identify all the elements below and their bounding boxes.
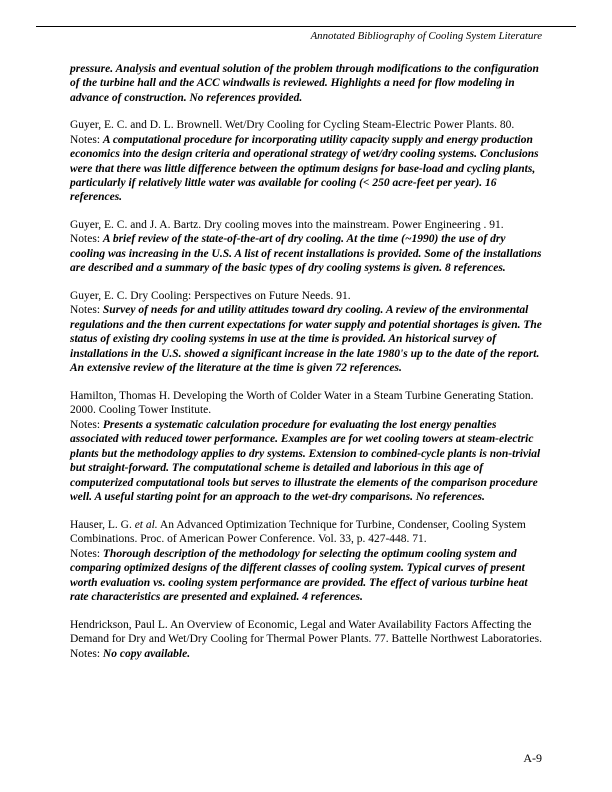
- citation: Guyer, E. C. and D. L. Brownell. Wet/Dry Cooling for Cycling Steam-Electric Power Plants. 80.: [70, 119, 515, 132]
- entry-notes: [70, 133, 542, 205]
- entry-notes: [70, 647, 542, 661]
- running-header: Annotated Bibliography of Cooling System Literature: [310, 30, 542, 42]
- citation: Hamilton, Thomas H. Developing the Worth of Colder Water in a Steam Turbine Generating Station. 2000. Cooling Tower Institute.: [70, 389, 534, 417]
- citation: Hendrickson, Paul L. An Overview of Economic, Legal and Water Availability Factors Affecting the Demand for Dry and Wet/Dry Cooling for Thermal Power Plants. 77. Battelle Northwest Laboratories.: [70, 618, 542, 646]
- bibliography-entry: [70, 289, 542, 376]
- bibliography-entry: [70, 618, 542, 661]
- citation-etal: et al.: [134, 518, 158, 531]
- entry-notes: [70, 303, 542, 375]
- bibliography-entry: [70, 518, 542, 605]
- notes-text: A brief review of the state-of-the-art of dry cooling. At the time (~1990) the use of dry cooling was increasing in the U.S. A list of recent installations is provided. Some of the installations are described and a summary of the basic types of dry cooling systems is given. 8 references.: [70, 233, 542, 275]
- citation-text: Hauser, L. G.: [70, 518, 135, 531]
- page-number: A-9: [523, 750, 542, 765]
- notes-text: A computational procedure for incorporating utility capacity supply and energy production economics into the design criteria and operational strategy of wet/dry cooling systems. Conclusions were that there was little difference between the optimum designs for base-load and cycling plants, particularly if relatively little water was available for cooling (< 250 acre-feet per year). 16 references.: [70, 133, 539, 204]
- entry-notes: [70, 418, 542, 505]
- citation: Guyer, E. C. Dry Cooling: Perspectives on Future Needs. 91.: [70, 289, 351, 302]
- header-rule: [36, 26, 576, 27]
- notes-label: Notes:: [70, 547, 103, 560]
- notes-label: Notes:: [70, 304, 103, 317]
- notes-text: Presents a systematic calculation procedure for evaluating the lost energy penalties associated with reduced tower performance. Examples are for wet cooling towers at steam-electric plants but the methodology applies to dry systems. Extension to combined-cycle plants is non-trivial but straight-forward. The computational scheme is detailed and laborious in this age of computerized computational tools but serves to illustrate the elements of the comparison procedure well. A useful starting point for an approach to the wet-dry comparisons. No references.: [70, 418, 541, 504]
- continued-paragraph: pressure. Analysis and eventual solution of the problem through modifications to the configuration of the turbine hall and the ACC windwalls is reviewed. Highlights a need for flow modeling in advance of construction. No references provided.: [70, 62, 539, 104]
- notes-label: Notes:: [70, 233, 103, 246]
- notes-label: Notes:: [70, 133, 103, 146]
- notes-text: Thorough description of the methodology for selecting the optimum cooling system and comparing optimized designs of the different classes of cooling system. Typical curves of present worth evaluation vs. cooling system performance are provided. The effect of various turbine heat rate characteristics are presented and explained. 4 references.: [70, 547, 528, 604]
- notes-text: Survey of needs for and utility attitudes toward dry cooling. A review of the environmental regulations and the then current expectations for water supply and potential shortages is given. The status of existing dry cooling systems in use at the time is provided. An historical survey of installations in the U.S. showed a significant increase in the late 1980's up to the date of the report. An extensive review of the literature at the time is given 72 references.: [70, 304, 542, 375]
- notes-text: No copy available.: [102, 647, 191, 660]
- entry-notes: [70, 232, 542, 275]
- notes-label: Notes:: [70, 647, 103, 660]
- citation: Guyer, E. C. and J. A. Bartz. Dry cooling moves into the mainstream. Power Engineering . 91.: [70, 218, 504, 231]
- citation-text: An Advanced Optimization Technique for Turbine, Condenser, Cooling System Combinations. Proc. of American Power Conference. Vol. 33, p. 427-448. 71.: [70, 518, 526, 546]
- bibliography-entry: [70, 218, 542, 276]
- bibliography-entry: [70, 389, 542, 505]
- notes-label: Notes:: [70, 418, 103, 431]
- bibliography-entry: [70, 118, 542, 205]
- citation: [70, 518, 542, 547]
- entry-notes: [70, 547, 542, 605]
